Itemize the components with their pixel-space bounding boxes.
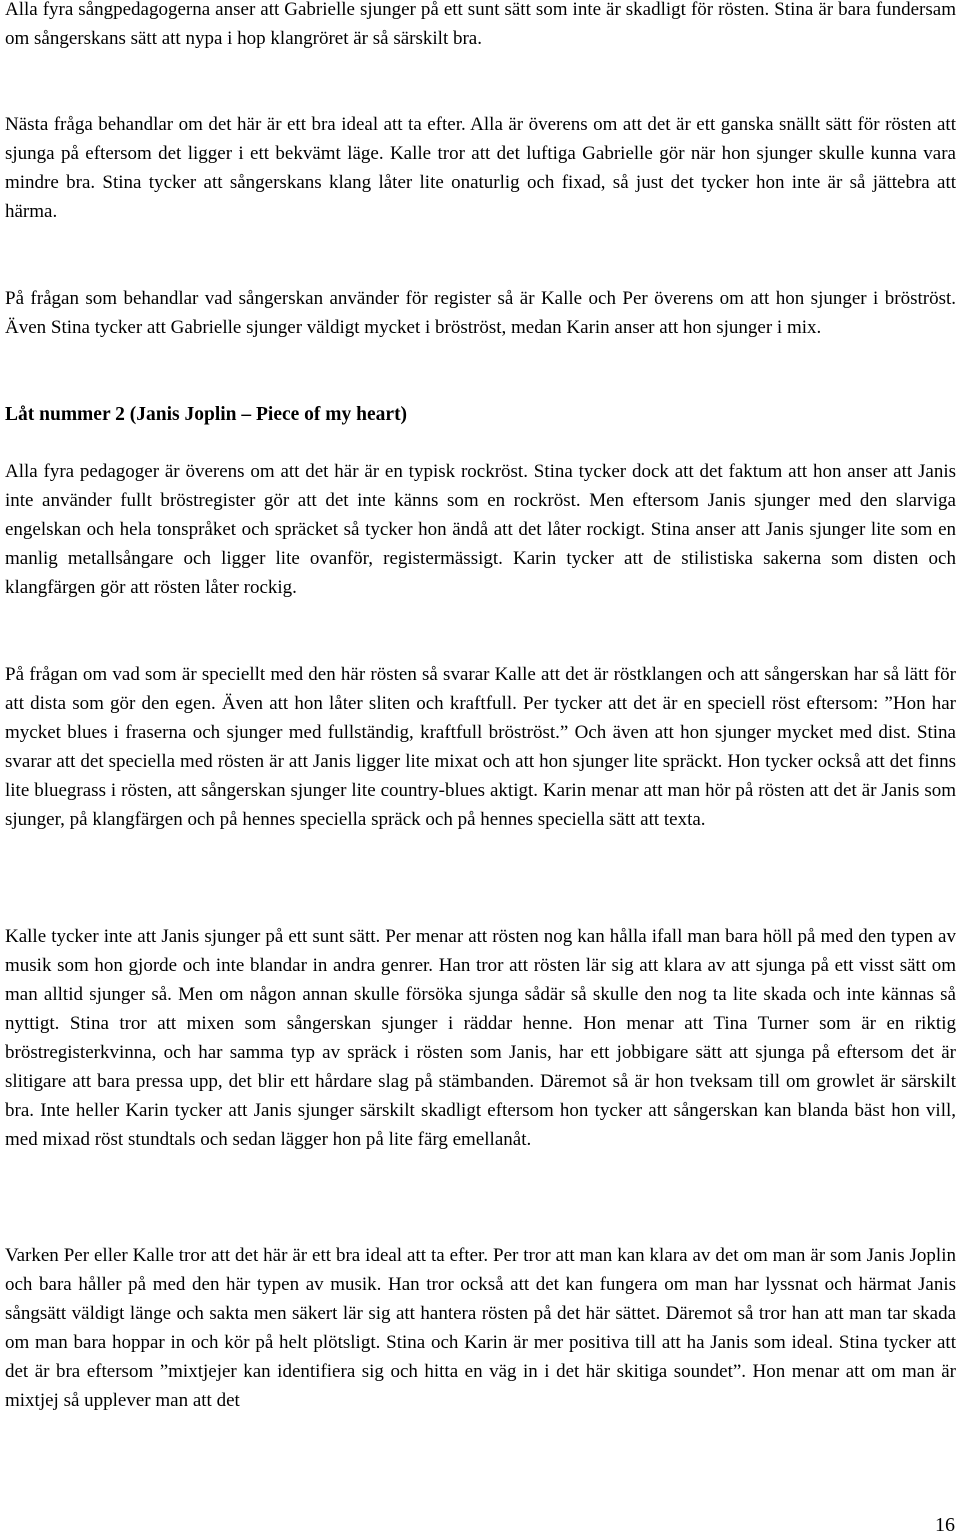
paragraph-5: På frågan om vad som är speciellt med den här rösten så svarar Kalle att det är röstklangen och att sångerskan har så lätt för att dista som gör den egen. Även att hon låter sliten och kraftfull. Per tycker att det är en speciell röst eftersom: ”Hon har mycket blues i fraserna och sjunger med fullständig, kraftfull bröströst.” Och även att hon sjunger mycket med dist. Stina svarar att det speciella med rösten är att Janis ligger lite mixat och att hon sjunger lite spräckt. Hon tycker också att det finns lite bluegrass i rösten, att sångerskan sjunger lite country-blues aktigt. Karin menar att man hör på rösten att det är Janis som sjunger, på klangfärgen och på hennes speciella spräck och på hennes speciella sätt att texta. bbox=[5, 664, 956, 830]
paragraph-4: Alla fyra pedagoger är överens om att det här är en typisk rockröst. Stina tycker dock att det faktum att hon anser att Janis inte använder fullt bröstregister gör att det inte känns som en rockröst. Men eftersom Janis sjunger med den slarviga engelskan och hela tonspråket och spräcket så tycker hon ändå att det låter rockigt. Stina anser att Janis sjunger lite som en manlig metallsångare och ligger lite ovanför, registermässigt. Karin tycker att de stilistiska sakerna som disten och klangfärgen gör att rösten låter rockig. bbox=[5, 461, 956, 598]
paragraph-7: Varken Per eller Kalle tror att det här är ett bra ideal att ta efter. Per tror att man kan klara av det om man är som Janis Joplin och bara håller på med den här typen av musik. Han tror också att det kan fungera om man har lyssnat och härmat Janis sångsätt väldigt länge och sakta men säkert lär sig att hantera rösten på det här sättet. Däremot så tror han att man tar skada om man bara hoppar in och kör på helt plötsligt. Stina och Karin är mer positiva till att ha Janis som ideal. Stina tycker att det är bra eftersom ”mixtjejer kan identifiera sig och hitta en väg in i det här skitiga soundet”. Hon menar att om man är mixtjej så upplever man att det bbox=[5, 1245, 956, 1411]
section-heading: Låt nummer 2 (Janis Joplin – Piece of my heart) bbox=[5, 404, 408, 425]
page-number: 16 bbox=[935, 1514, 955, 1536]
paragraph-2: Nästa fråga behandlar om det här är ett bra ideal att ta efter. Alla är överens om att det är ett ganska snällt sätt för rösten att sjunga på eftersom det ligger i ett bekvämt läge. Kalle tror att det luftiga Gabrielle gör när hon sjunger skulle kunna vara mindre bra. Stina tycker att sångerskans klang låter lite onaturlig och fixad, så just det tycker hon inte är så jättebra att härma. bbox=[5, 114, 956, 222]
paragraph-3: På frågan som behandlar vad sångerskan använder för register så är Kalle och Per överens om att hon sjunger i bröströst. Även Stina tycker att Gabrielle sjunger väldigt mycket i bröströst, medan Karin anser att hon sjunger i mix. bbox=[5, 288, 956, 338]
paragraph-6: Kalle tycker inte att Janis sjunger på ett sunt sätt. Per menar att rösten nog kan hålla ifall man bara höll på med den typen av musik som hon gjorde och inte blandar in andra genrer. Han tror att rösten lär sig att klara av att sjunga på ett visst sätt om man alltid sjunger så. Men om någon annan skulle försöka sjunga sådär så skulle den nog ta lite skada och inte kännas så nyttigt. Stina tror att mixen som sångerskan sjunger i räddar henne. Hon menar att Tina Turner som är en riktig bröstregisterkvinna, och har samma typ av spräck i rösten som Janis, har ett jobbigare sätt att sjunga på eftersom det är slitigare att bara pressa upp, det blir ett hårdare slag på stämbanden. Däremot så är hon tveksam till om growlet är särskilt bra. Inte heller Karin tycker att Janis sjunger särskilt skadligt eftersom hon tycker att sångerskan kan blanda bäst hon vill, med mixad röst stundtals och sedan lägger hon på lite färg emellanåt. bbox=[5, 926, 956, 1150]
paragraph-1: Alla fyra sångpedagogerna anser att Gabrielle sjunger på ett sunt sätt som inte är skadligt för rösten. Stina är bara fundersam om sångerskans sätt att nypa i hop klangröret är så särskilt bra. bbox=[5, 0, 956, 49]
